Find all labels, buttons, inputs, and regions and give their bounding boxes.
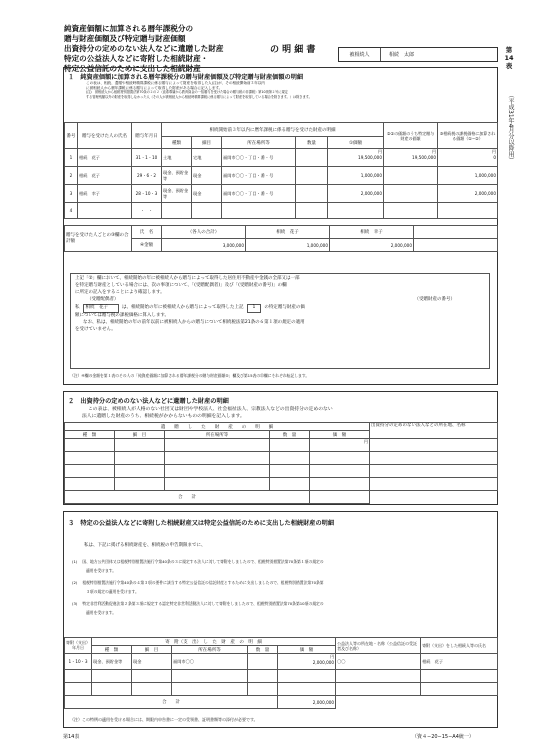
- section-1: [63, 67, 498, 385]
- s3-col-value: 価 額: [278, 646, 336, 654]
- title-line-4: 特定の公益法人などに寄附した相続財産・: [64, 54, 209, 63]
- s1-summary-amt-3: 2,000,000: [330, 239, 414, 252]
- s3-item-3-text: 特定非営利活動促進法第２条第３項に規定する認定特定非営利活動法人に対して寄附をしましたので、租税特別措置法第70条第10項の規定の: [82, 601, 324, 606]
- s2-col-kind: 種 類: [65, 431, 115, 439]
- s1-desc: [86, 81, 496, 99]
- s1-watashi: 私: [75, 305, 80, 311]
- s3-item-3-no: (3): [72, 601, 78, 606]
- s1-col-date: 贈与年月日: [132, 123, 162, 149]
- s1-confirm-5: なお、私は、相続開始の年の前年以前に被相続人からの贈与について相続税法第21条の６第１項の規定の適用: [83, 319, 305, 325]
- s3-items: [72, 557, 492, 617]
- s3-col-location: 所在場所等: [172, 646, 248, 654]
- s3-r1-date: 1・10・3: [65, 654, 92, 670]
- s1-desc-3: (注) 被相続人から租税特別措置法第70条の２の２（直系尊属から教育資金の一括贈与を受けた場合の贈与税の非課税）第10項第２号に規定: [86, 90, 288, 95]
- s1-confirm-6: を受けていません。: [75, 326, 116, 332]
- title-suffix: の 明 細 書: [270, 45, 316, 55]
- s3-col-person: 寄附（支出）をした相続人等の氏名: [421, 638, 498, 654]
- s1-r2-name: 相続 花子: [78, 167, 132, 185]
- s3-r1-corp: 〇〇: [336, 654, 421, 670]
- table-row: [65, 185, 498, 203]
- s1-r4-value: [328, 203, 384, 219]
- s1-confirm-3: に所定の記入をすることにより確認します。: [75, 289, 165, 295]
- s1-r2-date: 29・6・2: [132, 167, 162, 185]
- s1-r1-loc: 福岡市〇〇・丁目・番・号: [222, 149, 296, 167]
- title-line-3: 出資持分の定めのない法人などに遺贈した財産: [64, 44, 224, 53]
- s1-table-wrap: [64, 122, 497, 252]
- s1-summary-amt-2: 1,000,000: [246, 239, 330, 252]
- table-row: [65, 654, 498, 670]
- s3-table: [64, 637, 498, 709]
- s3-r1-value-amt: 2,000,000: [312, 660, 335, 665]
- s1-summary-amount-label: ④金額: [132, 239, 162, 252]
- s1-col-recipient: 贈与を受けた人の氏名: [78, 123, 132, 149]
- s1-r1-qty: [296, 149, 328, 167]
- s1-summary-amt-4: [414, 239, 498, 252]
- s1-col-special: ②①の価額のうち特定贈与財産の価額: [384, 123, 438, 149]
- yen-unit: 円: [310, 439, 370, 452]
- table-row: [65, 478, 498, 491]
- s1-confirm-mid: は、相続開始の年に被相続人から贈与によって取得した上記: [122, 305, 244, 311]
- s1-summary-table: [64, 225, 498, 252]
- s1-summary-amt-1: 3,000,000: [162, 239, 246, 252]
- s1-r1-kind: 土地: [162, 149, 192, 167]
- table-row: [65, 167, 498, 185]
- s1-asset-no-label: （受贈財産の番号）: [414, 297, 455, 303]
- s1-r3-addend: 2,000,000: [438, 185, 498, 203]
- s1-r1-value: [328, 149, 384, 167]
- s1-summary-name-3: 相続 幸子: [330, 226, 414, 239]
- s1-r3-value: 2,000,000: [328, 185, 384, 203]
- s1-desc-4: する管理残額以外の財産を取得しなかった人（その人が被相続人から相続時精算課税に係る贈与によって財産を取得している場合を除きます。）は除きます。: [86, 94, 312, 99]
- s3-item-2-text: 租税特別措置法施行令第40条の４第３項の要件に該当する特定公益信託の信託財産とするために支出しましたので、租税特別措置法第70条第: [82, 580, 324, 585]
- s3-note: （注）この特例の適用を受ける場合には、期限内申告書に一定の受領書、証明書類等の添付が必要です。: [70, 717, 258, 722]
- s1-col-kind: 種類: [162, 137, 192, 149]
- table-row: [65, 452, 498, 465]
- s1-r1-value-amt: 19,500,000: [358, 155, 383, 160]
- s3-r1-loc: 福岡市〇〇: [172, 654, 248, 670]
- s3-r1-value: [278, 654, 336, 670]
- s1-spouse-name: 相続 花子: [83, 304, 120, 313]
- s2-col-qty: 数 量: [270, 431, 310, 439]
- s3-total-value: 2,000,000: [278, 696, 336, 709]
- table-row: [65, 203, 498, 219]
- decedent-box: [338, 47, 498, 62]
- s1-r2-loc: 福岡市〇〇・丁目・番・号: [222, 167, 296, 185]
- s1-asset-no: 1: [247, 304, 262, 313]
- footer-left: 第14表: [63, 734, 80, 740]
- s3-col-group: 寄 附（支 出） し た 財 産 の 明 細: [92, 638, 336, 646]
- s1-r2-qty: [296, 167, 328, 185]
- s1-r3-qty: [296, 185, 328, 203]
- s2-table: [64, 422, 498, 504]
- decedent-label: 被相続人: [339, 48, 381, 61]
- s1-r1-addend: [438, 149, 498, 167]
- s1-desc-1: この表は、相続、遺贈や相続時精算課税に係る贈与によって財産を取得した人(注)が、その相続開始前３年以内: [86, 81, 265, 85]
- yen-unit: 円: [378, 149, 383, 154]
- s1-confirm-labels: [75, 296, 485, 304]
- title-line-2: 贈与財産価額及び特定贈与財産価額: [64, 34, 186, 43]
- s3-intro: 私は、下記に掲げる相続財産を、相続税の申告期限までに、: [84, 543, 206, 548]
- s1-spouse-label: （受贈配偶者）: [87, 297, 119, 303]
- s2-desc-2: 法人に遺贈した財産のうち、相続税がかからないものの明細を記入します。: [82, 414, 245, 419]
- s2-col-value: 価 額: [310, 431, 370, 439]
- s3-item-1: [72, 557, 492, 566]
- s1-r4-loc: [222, 203, 296, 219]
- s2-col-detail: 細 目: [115, 431, 165, 439]
- s3-col-date: 寄附（支出）年月日: [65, 638, 92, 654]
- s2-title: ２ 出資持分の定めのない法人などに遺贈した財産の明細: [68, 398, 229, 405]
- table-row: [65, 465, 498, 478]
- form-number: 第 14 表: [504, 46, 514, 70]
- section-3: [63, 511, 498, 728]
- s2-col-group: 遺 贈 し た 財 産 の 明 細: [65, 423, 370, 431]
- s3-title: ３ 特定の公益法人などに寄附した相続財産又は特定公益信託のために支出した相続財産の明細: [68, 520, 335, 527]
- s1-r4-addend: [438, 203, 498, 219]
- s1-summary-name-4: [414, 226, 498, 239]
- s2-table-wrap: [64, 422, 497, 504]
- s1-col-location: 所在場所等: [222, 137, 296, 149]
- s1-col-group: 相続開始前３年以内に暦年課税に係る贈与を受けた財産の明細: [162, 123, 384, 137]
- s1-r2-detail: 現金: [192, 167, 222, 185]
- s1-r2-no: 2: [65, 167, 78, 185]
- s1-r3-date: 28・10・3: [132, 185, 162, 203]
- s3-item-1-no: (1): [72, 559, 78, 564]
- s1-r4-date: ・ ・: [132, 203, 162, 219]
- s3-item-1-text: 国、地方公共団体又は租税特別措置法施行令第40条の３に規定する法人に対して寄附をしましたので、租税特別措置法第70条第１項の規定の: [82, 559, 324, 564]
- s1-summary-label: 贈与を受けた人ごとの③欄の合計額: [65, 226, 132, 252]
- s1-r2-kind: 現金、預貯金等: [162, 167, 192, 185]
- s1-r1-no: 1: [65, 149, 78, 167]
- table-row: [65, 683, 498, 696]
- s1-col-value: ①価額: [328, 137, 384, 149]
- s3-item-1-text2: 適用を受けます。: [86, 568, 117, 573]
- s1-confirm-tail: の特定贈与財産の価: [264, 305, 305, 311]
- s1-r3-no: 3: [65, 185, 78, 203]
- s3-col-qty: 数 量: [248, 646, 278, 654]
- s1-r1-special: [384, 149, 438, 167]
- s1-r3-name: 相続 幸子: [78, 185, 132, 203]
- s3-r1-detail: 現金: [132, 654, 172, 670]
- s1-r3-special: [384, 185, 438, 203]
- s1-r4-special: [384, 203, 438, 219]
- s2-desc: [82, 406, 333, 420]
- s1-r1-detail: 宅地: [192, 149, 222, 167]
- form-version-note: （平成31年4月分以降用）: [507, 92, 514, 164]
- s3-item-2-text2: ３項の規定の適用を受けます。: [86, 589, 139, 594]
- s1-r4-no: 4: [65, 203, 78, 219]
- s3-col-corp: 公益法人等の所在地・名称（公益信託の受託者及び名称）: [336, 638, 421, 654]
- s1-r1-date: 31・1・10: [132, 149, 162, 167]
- s1-confirm-row: [75, 304, 485, 313]
- s1-r4-qty: [296, 203, 328, 219]
- yen-unit: 円: [330, 654, 335, 659]
- s3-col-kind: 種 類: [92, 646, 132, 654]
- s2-col-corp: 出資持分の定めのない法人などの所在地、名称: [370, 423, 498, 439]
- footer-right: （資４−20−15−A4統一）: [412, 734, 474, 740]
- s3-col-detail: 細 目: [132, 646, 172, 654]
- s3-r1-person: 相続 花子: [421, 654, 498, 670]
- s3-item-3: [72, 599, 492, 608]
- s1-summary-name-label: 氏 名: [132, 226, 162, 239]
- s3-item-2-no: (2): [72, 580, 78, 585]
- s1-summary-total-name: （各人の合計）: [162, 226, 246, 239]
- s1-table: [64, 122, 498, 219]
- s1-note: （注）④欄の金額を第１表のその人の「純資産価額に加算される暦年課税分の贈与財産価額⑤」欄及び第15表の㉓欄にそれぞれ転記します。: [70, 373, 310, 378]
- s1-confirm-4: 額については贈与税の課税価格に算入します。: [75, 312, 170, 318]
- table-row: [65, 149, 498, 167]
- s3-item-3-text2: 適用を受けます。: [86, 610, 117, 615]
- yen-unit: 円: [492, 149, 497, 154]
- section-2: [63, 391, 498, 505]
- s1-confirm-1: 上記「②」欄において、相続開始の年に被相続人から贈与によって取得した居住用不動産や金銭の全部又は一部: [75, 276, 300, 281]
- s3-table-wrap: [64, 637, 497, 709]
- s1-r2-special: [384, 167, 438, 185]
- s1-desc-2: に被相続人から暦年課税に係る贈与によって取得した財産がある場合に記入します。: [86, 85, 223, 90]
- s2-desc-1: この表は、被相続人が人格のない社団又は財団や学校法人、社会福祉法人、宗教法人などの出資持分の定めのない: [88, 407, 333, 412]
- s3-item-2: [72, 578, 492, 587]
- s1-r3-loc: 福岡市〇〇・丁目・番・号: [222, 185, 296, 203]
- table-row: [65, 696, 498, 709]
- s1-r1-name: 相続 花子: [78, 149, 132, 167]
- s1-r2-value: 1,000,000: [328, 167, 384, 185]
- s3-total-label: 合 計: [65, 696, 278, 709]
- s1-col-no: 番号: [65, 123, 78, 149]
- s1-col-qty: 数量: [296, 137, 328, 149]
- s1-confirm-box: [70, 273, 490, 369]
- decedent-name: 相続 太郎: [389, 52, 415, 58]
- s1-r1-special-amt: 19,500,000: [412, 155, 437, 160]
- s1-r2-addend: 1,000,000: [438, 167, 498, 185]
- s2-total-label: 合 計: [65, 491, 310, 504]
- table-row: [65, 670, 498, 683]
- s1-r3-kind: 現金、預貯金等: [162, 185, 192, 203]
- s1-col-addend: ③相続税の課税価格に加算される価額（①−②）: [438, 123, 498, 149]
- s1-r4-detail: [192, 203, 222, 219]
- s1-summary-name-2: 相続 花子: [246, 226, 330, 239]
- yen-unit: 円: [432, 149, 437, 154]
- s1-col-detail: 細目: [192, 137, 222, 149]
- s1-title: １ 純資産価額に加算される暦年課税分の贈与財産価額及び特定贈与財産価額の明細: [68, 74, 304, 81]
- title-line-1: 純資産価額に加算される暦年課税分の: [64, 24, 194, 33]
- s1-r1-addend-amt: 0: [493, 155, 497, 160]
- s1-confirm-2: を特定贈与財産としている場合には、次の事項について、「(受贈配偶者)」及び「(受贈財産の番号)」の欄: [75, 282, 287, 288]
- table-row: [65, 439, 498, 452]
- s3-r1-kind: 現金、預貯金等: [92, 654, 132, 670]
- s2-col-location: 所在場所等: [165, 431, 270, 439]
- table-row: [65, 491, 498, 504]
- s1-r3-detail: 現金: [192, 185, 222, 203]
- s1-r4-name: [78, 203, 132, 219]
- s1-r4-kind: [162, 203, 192, 219]
- title-line-5: 特定公益信託のために支出した相続財産: [64, 64, 201, 73]
- s3-r1-qty: [248, 654, 278, 670]
